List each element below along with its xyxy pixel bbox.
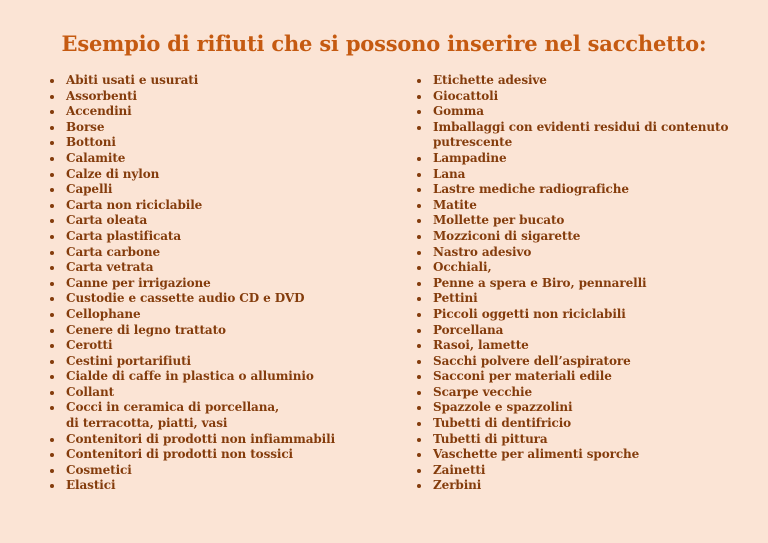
list-item: Cocci in ceramica di porcellana, di terracotta, piatti, vasi [48, 400, 368, 431]
list-item: Cialde di caffe in plastica o alluminio [48, 369, 368, 385]
list-item: Zainetti [415, 463, 745, 479]
list-item: Giocattoli [415, 89, 745, 105]
list-item: Etichette adesive [415, 73, 745, 89]
list-item: Matite [415, 198, 745, 214]
page-title: Esempio di rifiuti che si possono inserire nel sacchetto: [61, 31, 707, 56]
list-item: Zerbini [415, 478, 745, 494]
list-item: Porcellana [415, 323, 745, 339]
list-item: Cosmetici [48, 463, 368, 479]
list-item: Cerotti [48, 338, 368, 354]
list-item: Contenitori di prodotti non tossici [48, 447, 368, 463]
list-item: Carta carbone [48, 245, 368, 261]
list-item: Assorbenti [48, 89, 368, 105]
list-item: Cestini portarifiuti [48, 354, 368, 370]
list-item: Sacchi polvere dell’aspiratore [415, 354, 745, 370]
list-item: Bottoni [48, 135, 368, 151]
list-item: Sacconi per materiali edile [415, 369, 745, 385]
list-item: Contenitori di prodotti non infiammabili [48, 432, 368, 448]
list-item: Mozziconi di sigarette [415, 229, 745, 245]
list-item: Pettini [415, 291, 745, 307]
list-item: Carta oleata [48, 213, 368, 229]
list-item: Scarpe vecchie [415, 385, 745, 401]
list-item: Carta non riciclabile [48, 198, 368, 214]
list-item: Elastici [48, 478, 368, 494]
list-item: Calze di nylon [48, 167, 368, 183]
list-item: Calamite [48, 151, 368, 167]
list-item: Accendini [48, 104, 368, 120]
list-item: Gomma [415, 104, 745, 120]
list-item: Lampadine [415, 151, 745, 167]
list-item: Borse [48, 120, 368, 136]
list-item: Occhiali, [415, 260, 745, 276]
list-item: Cellophane [48, 307, 368, 323]
list-item: Rasoi, lamette [415, 338, 745, 354]
list-item: Nastro adesivo [415, 245, 745, 261]
waste-list-right [415, 73, 745, 494]
list-item: Piccoli oggetti non riciclabili [415, 307, 745, 323]
list-item: Vaschette per alimenti sporche [415, 447, 745, 463]
list-item: Mollette per bucato [415, 213, 745, 229]
waste-list-left [48, 73, 368, 494]
list-item: Lana [415, 167, 745, 183]
list-item: Capelli [48, 182, 368, 198]
list-item: Tubetti di dentifricio [415, 416, 745, 432]
list-item: Canne per irrigazione [48, 276, 368, 292]
list-item: Tubetti di pittura [415, 432, 745, 448]
list-item: Cenere di legno trattato [48, 323, 368, 339]
list-item: Abiti usati e usurati [48, 73, 368, 89]
list-item: Imballaggi con evidenti residui di contenuto putrescente [415, 120, 745, 151]
list-item: Penne a spera e Biro, pennarelli [415, 276, 745, 292]
list-item: Carta vetrata [48, 260, 368, 276]
list-item: Custodie e cassette audio CD e DVD [48, 291, 368, 307]
list-item: Collant [48, 385, 368, 401]
list-item: Carta plastificata [48, 229, 368, 245]
list-item: Spazzole e spazzolini [415, 400, 745, 416]
list-item: Lastre mediche radiografiche [415, 182, 745, 198]
